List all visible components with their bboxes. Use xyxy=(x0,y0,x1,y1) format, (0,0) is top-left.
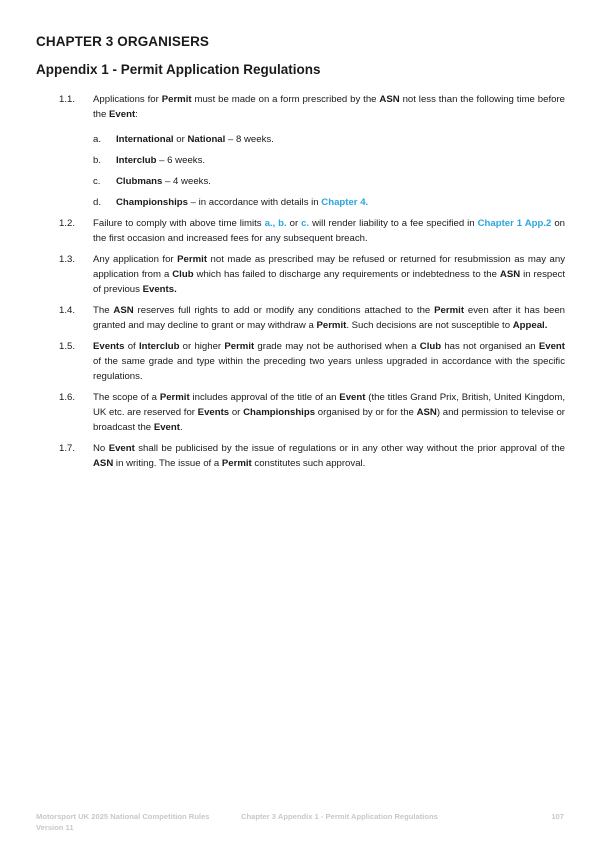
rule-text xyxy=(93,390,565,435)
text-run: on the first occasion and increased fees for any subsequent breach. xyxy=(93,218,565,244)
text-run: which has failed to discharge any requirements or indebtedness to the xyxy=(193,269,500,280)
text-run: The scope of a xyxy=(93,392,160,403)
footer-publication: Motorsport UK 2025 National Competition Rules xyxy=(36,812,210,821)
sub-rule-letter: c. xyxy=(93,176,101,187)
defined-term: Event xyxy=(108,443,135,454)
text-run: – 6 weeks. xyxy=(156,155,206,166)
text-run: No xyxy=(93,443,109,454)
text-run: or xyxy=(229,407,244,418)
footer-page-number: 107 xyxy=(551,812,564,821)
text-run: not less than the following time before the xyxy=(93,94,565,120)
defined-term: Appeal. xyxy=(512,320,548,331)
rule-item xyxy=(59,390,565,435)
defined-term: Club xyxy=(172,269,194,280)
text-run: reserves full rights to add or modify any conditions attached to the xyxy=(133,305,435,316)
defined-term: ASN xyxy=(416,407,437,418)
sub-rule-letter: b. xyxy=(93,155,102,166)
rule-text xyxy=(93,92,565,122)
defined-term: Event xyxy=(538,341,565,352)
defined-term: Championships xyxy=(116,197,188,208)
rule-number: 1.6. xyxy=(59,392,76,403)
text-run: shall be publicised by the issue of regulations or in any other way without the prior approval of the xyxy=(134,443,565,454)
defined-term: Permit xyxy=(177,254,208,265)
text-run: (the titles Grand Prix, British, United Kingdom, UK etc. are reserved for xyxy=(93,392,565,418)
text-run: Any application for xyxy=(93,254,178,265)
rule-number: 1.1. xyxy=(59,94,76,105)
text-run: not made as prescribed may be refused or returned for resubmission as may any application from a xyxy=(93,254,566,280)
defined-term: Permit xyxy=(224,341,255,352)
cross-reference-link[interactable]: Chapter 1 App.2 xyxy=(477,218,552,229)
text-run: Applications for xyxy=(93,94,162,105)
defined-term: Event xyxy=(339,392,366,403)
defined-term: International xyxy=(116,134,174,145)
defined-term: Clubmans xyxy=(116,176,163,187)
rule-item xyxy=(59,303,565,333)
rules-list xyxy=(59,92,565,477)
rule-item xyxy=(59,252,565,297)
text-run: or higher xyxy=(179,341,225,352)
text-run: organised by or for the xyxy=(315,407,417,418)
sub-rule-text xyxy=(116,195,565,210)
text-run: in writing. The issue of a xyxy=(113,458,222,469)
sub-rule-letter: d. xyxy=(93,197,102,208)
text-run: in respect of previous xyxy=(93,269,565,295)
sub-rule-item xyxy=(93,132,565,147)
rule-text xyxy=(93,252,565,297)
cross-reference-link[interactable]: a., b. xyxy=(264,218,287,229)
rule-number: 1.5. xyxy=(59,341,76,352)
defined-term: Permit xyxy=(221,458,252,469)
rule-item xyxy=(59,92,565,122)
sub-rule-item xyxy=(93,174,565,189)
defined-term: Interclub xyxy=(116,155,157,166)
defined-term: Permit xyxy=(316,320,347,331)
rule-item xyxy=(59,441,565,471)
defined-term: Events xyxy=(93,341,125,352)
defined-term: Championships xyxy=(243,407,316,418)
text-run: has not organised an xyxy=(441,341,539,352)
rule-item xyxy=(59,216,565,246)
text-run: of xyxy=(124,341,139,352)
sub-rule-letter: a. xyxy=(93,134,102,145)
defined-term: Interclub xyxy=(138,341,180,352)
defined-term: Events xyxy=(197,407,230,418)
text-run: of the same grade and type within the preceding two years unless upgraded in accordance with the specific regulations. xyxy=(93,356,565,382)
chapter-title: CHAPTER 3 ORGANISERS xyxy=(36,34,210,49)
text-run: : xyxy=(135,109,138,120)
defined-term: Permit xyxy=(161,94,192,105)
rule-item xyxy=(59,339,565,384)
sub-rule-text xyxy=(116,153,565,168)
rule-text xyxy=(93,441,565,471)
defined-term: ASN xyxy=(113,305,134,316)
text-run: or xyxy=(173,134,188,145)
sub-rule-text xyxy=(116,174,565,189)
text-run: or xyxy=(286,218,302,229)
appendix-title: Appendix 1 - Permit Application Regulations xyxy=(36,62,321,77)
footer-version: Version 11 xyxy=(36,823,74,832)
text-run: grade may not be authorised when a xyxy=(254,341,420,352)
text-run: constitutes such approval. xyxy=(251,458,366,469)
rule-number: 1.2. xyxy=(59,218,76,229)
defined-term: ASN xyxy=(499,269,521,280)
text-run: – 8 weeks. xyxy=(225,134,274,145)
cross-reference-link[interactable]: Chapter 4. xyxy=(321,197,369,208)
text-run: includes approval of the title of an xyxy=(189,392,340,403)
defined-term: ASN xyxy=(93,458,114,469)
defined-term: Events. xyxy=(142,284,177,295)
defined-term: Event xyxy=(109,109,136,120)
cross-reference-link[interactable]: c. xyxy=(301,218,310,229)
defined-term: ASN xyxy=(379,94,400,105)
rule-number: 1.4. xyxy=(59,305,76,316)
defined-term: National xyxy=(187,134,226,145)
text-run: even after it has been granted and may decline to grant or may withdraw a xyxy=(93,305,565,331)
sub-rule-item xyxy=(93,153,565,168)
text-run: The xyxy=(93,305,114,316)
defined-term: Event xyxy=(153,422,180,433)
sub-rule-item xyxy=(93,195,565,210)
rule-text xyxy=(93,216,565,246)
defined-term: Club xyxy=(419,341,442,352)
rule-number: 1.7. xyxy=(59,443,76,454)
text-run: . Such decisions are not susceptible to xyxy=(346,320,513,331)
text-run: – 4 weeks. xyxy=(162,176,211,187)
text-run: will render liability to a fee specified in xyxy=(309,218,478,229)
text-run: – in accordance with details in xyxy=(187,197,322,208)
text-run: . xyxy=(179,422,183,433)
rule-number: 1.3. xyxy=(59,254,76,265)
text-run: must be made on a form prescribed by the xyxy=(191,94,380,105)
defined-term: Permit xyxy=(434,305,465,316)
text-run: ) and permission to televise or broadcast the xyxy=(93,407,565,433)
sub-rule-text xyxy=(116,132,565,147)
footer-section: Chapter 3 Appendix 1 - Permit Application Regulations xyxy=(241,812,438,821)
rule-text xyxy=(93,339,565,384)
defined-term: Permit xyxy=(159,392,190,403)
rule-text xyxy=(93,303,565,333)
sub-rule-list xyxy=(93,132,565,210)
text-run: Failure to comply with above time limits xyxy=(93,218,265,229)
